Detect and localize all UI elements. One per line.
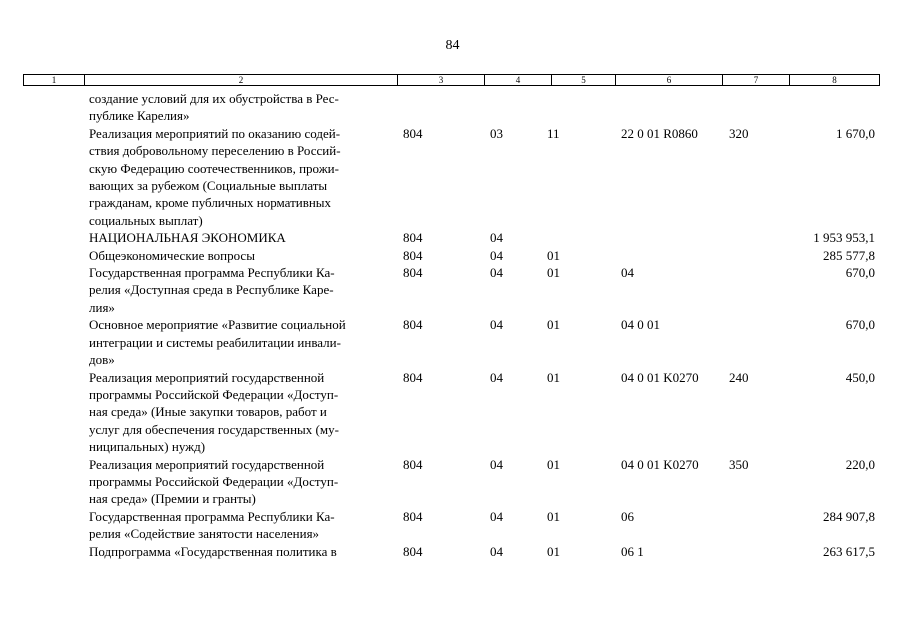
cell-c6: 04 0 01 K0270	[621, 369, 699, 385]
description-line: релия «Доступная среда в Республике Каре-	[89, 282, 334, 298]
row-description	[89, 456, 389, 508]
row-description	[89, 508, 389, 543]
row-description	[89, 247, 389, 264]
description-line: ствия добровольному переселению в Россий-	[89, 143, 341, 159]
description-line: лия»	[89, 299, 115, 315]
description-line: публике Карелия»	[89, 108, 190, 124]
cell-c8: 670,0	[845, 317, 875, 333]
cell-c4: 04	[490, 317, 503, 333]
description-line: гражданам, кроме публичных нормативных	[89, 195, 332, 211]
cell-c5: 01	[547, 369, 560, 385]
description-line: вающих за рубежом (Социальные выплаты	[89, 178, 328, 194]
header-col-1: 1	[24, 75, 85, 85]
cell-c8: 670,0	[845, 265, 875, 281]
header-col-8: 8	[832, 75, 837, 85]
cell-c5: 01	[547, 543, 560, 559]
cell-c4: 04	[490, 247, 503, 263]
header-col-6: 6	[616, 75, 723, 85]
row-description	[89, 229, 389, 246]
row-description	[89, 316, 389, 368]
description-line: Государственная программа Республики Ка-	[89, 265, 335, 281]
cell-c7: 320	[729, 125, 749, 141]
cell-c8: 220,0	[845, 456, 875, 472]
cell-c7: 350	[729, 456, 749, 472]
cell-c5: 01	[547, 317, 560, 333]
cell-c8: 450,0	[845, 369, 875, 385]
cell-c6: 06 1	[621, 543, 644, 559]
header-col-5: 5	[552, 75, 616, 85]
header-col-2: 2	[85, 75, 398, 85]
description-line: Реализация мероприятий по оказанию содей-	[89, 125, 341, 141]
description-line: Подпрограмма «Государственная политика в	[89, 543, 337, 559]
table-row	[0, 369, 905, 456]
table-body	[0, 90, 905, 560]
cell-c3: 804	[403, 247, 423, 263]
cell-c6: 04 0 01	[621, 317, 660, 333]
header-col-7: 7	[723, 75, 790, 85]
table-row	[0, 264, 905, 316]
page-number: 84	[445, 38, 460, 53]
cell-c5: 01	[547, 456, 560, 472]
cell-c5: 01	[547, 508, 560, 524]
header-col-4: 4	[485, 75, 552, 85]
cell-c6: 04	[621, 265, 634, 281]
cell-c8: 285 577,8	[823, 247, 875, 263]
description-line: программы Российской Федерации «Доступ-	[89, 386, 339, 402]
description-line: релия «Содействие занятости населения»	[89, 526, 320, 542]
cell-c5: 01	[547, 265, 560, 281]
row-description	[89, 125, 389, 229]
description-line: услуг для обеспечения государственных (му-	[89, 421, 339, 437]
row-description	[89, 90, 389, 125]
cell-c4: 04	[490, 369, 503, 385]
table-row	[0, 229, 905, 246]
cell-c4: 04	[490, 543, 503, 559]
table-row	[0, 543, 905, 560]
row-description	[89, 264, 389, 316]
cell-c3: 804	[403, 369, 423, 385]
description-line: НАЦИОНАЛЬНАЯ ЭКОНОМИКА	[89, 230, 286, 246]
table-row	[0, 508, 905, 543]
cell-c3: 804	[403, 230, 423, 246]
description-line: ная среда» (Иные закупки товаров, работ и	[89, 404, 327, 420]
description-line: скую Федерацию соотечественников, прожи-	[89, 160, 339, 176]
table-row	[0, 316, 905, 368]
cell-c3: 804	[403, 508, 423, 524]
cell-c6: 22 0 01 R0860	[621, 125, 698, 141]
table-row	[0, 90, 905, 125]
description-line: ная среда» (Премии и гранты)	[89, 491, 256, 507]
cell-c8: 263 617,5	[823, 543, 875, 559]
description-line: Реализация мероприятий государственной	[89, 369, 325, 385]
cell-c5: 01	[547, 247, 560, 263]
description-line: социальных выплат)	[89, 212, 203, 228]
description-line: ниципальных) нужд)	[89, 439, 206, 455]
description-line: создание условий для их обустройства в Рес-	[89, 91, 339, 106]
cell-c7: 240	[729, 369, 749, 385]
cell-c3: 804	[403, 456, 423, 472]
table-row	[0, 456, 905, 508]
row-description	[89, 369, 389, 456]
cell-c3: 804	[403, 125, 423, 141]
cell-c4: 04	[490, 230, 503, 246]
description-line: Общеэкономические вопросы	[89, 247, 255, 263]
description-line: программы Российской Федерации «Доступ-	[89, 473, 339, 489]
cell-c4: 04	[490, 508, 503, 524]
cell-c8: 1 953 953,1	[813, 230, 875, 246]
cell-c8: 1 670,0	[836, 125, 875, 141]
cell-c3: 804	[403, 317, 423, 333]
table-header	[23, 74, 880, 86]
table-row	[0, 247, 905, 264]
description-line: интеграции и системы реабилитации инвали-	[89, 334, 341, 350]
cell-c3: 804	[403, 543, 423, 559]
header-col-3: 3	[398, 75, 485, 85]
row-description	[89, 543, 389, 560]
cell-c6: 04 0 01 K0270	[621, 456, 699, 472]
table-row	[0, 125, 905, 229]
description-line: Реализация мероприятий государственной	[89, 456, 325, 472]
cell-c6: 06	[621, 508, 634, 524]
description-line: дов»	[89, 352, 115, 368]
cell-c8: 284 907,8	[823, 508, 875, 524]
cell-c4: 03	[490, 125, 503, 141]
cell-c3: 804	[403, 265, 423, 281]
cell-c4: 04	[490, 456, 503, 472]
description-line: Основное мероприятие «Развитие социальной	[89, 317, 346, 333]
cell-c4: 04	[490, 265, 503, 281]
description-line: Государственная программа Республики Ка-	[89, 508, 335, 524]
cell-c5: 11	[547, 125, 560, 141]
